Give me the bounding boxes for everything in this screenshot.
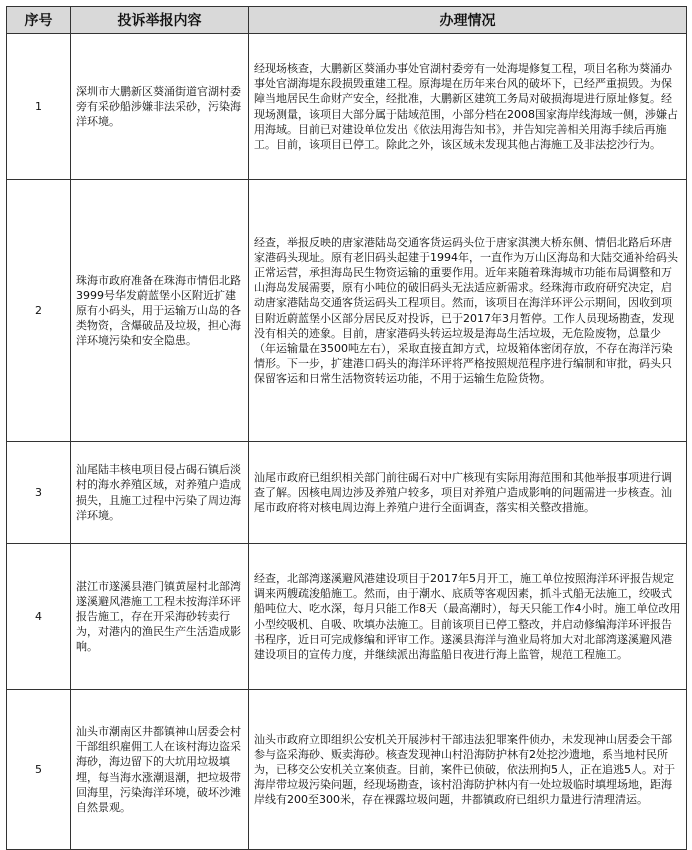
- row-handling-result: 经查，举报反映的唐家港陆岛交通客货运码头位于唐家淇澳大桥东侧、情侣北路后环唐家港码头现址。原有老旧码头起建于1994年，一直作为万山区海岛和大陆交通补给码头正常运营，承担海岛民生物资运输的重要作用。近年来随着珠海城市功能布局调整和万山海岛发展需要，原有小吨位的破旧码头无法适应新需求。经珠海市政府研究决定，启动唐家港陆岛交通客货运码头工程项目。然而，该项目在海洋环评公示期间，因收到项目附近蔚蓝堡小区部分居民反对投诉，已于2017年3月暂停。工作人员现场勘查，发现没有相关的迹象。目前，唐家港码头转运垃圾是海岛生活垃圾，无危险废物，总量少（年运输量在3500吨左右），采取直接直卸方式，垃圾箱体密闭存放，不存在海洋污染情形。下一步，扩建港口码头的海洋环评将严格按照规范程序进行编制和审批，码头只保留客运和日常生活物资转运功能，不用于运输生危险货物。: [249, 180, 687, 442]
- row-serial-number: 1: [7, 34, 71, 180]
- row-serial-number: 2: [7, 180, 71, 442]
- row-handling-result: 汕头市政府立即组织公安机关开展涉村干部违法犯罪案件侦办，未发现神山居委会干部参与盗采海砂、贩卖海砂。核查发现神山村沿海防护林有2处挖沙遗地，系当地村民所为，已移交公安机关立案侦查。目前，案件已侦破，依法刑拘5人，正在追逃5人。对于海岸带垃圾污染问题，经现场勘查，该村沿海防护林内有一处垃圾临时填埋场地，距海岸线有200至300米，存在裸露垃圾问题，井都镇政府已组织力量进行清理清运。: [249, 690, 687, 850]
- row-serial-number: 4: [7, 544, 71, 690]
- complaint-table-container: [6, 6, 686, 850]
- row-complaint-content: 深圳市大鹏新区葵涌街道官湖村委旁有采砂船涉嫌非法采砂，污染海洋环境。: [71, 34, 249, 180]
- row-serial-number: 5: [7, 690, 71, 850]
- row-handling-result: 经查，北部湾遂溪避风港建设项目于2017年5月开工，施工单位按照海洋环评报告规定调来两艘疏浚船施工。然而，由于潮水、底质等客观因素，抓斗式船无法施工，绞吸式船吨位大、吃水深，每月只能工作8天（最高潮时），每天只能工作4小时。施工单位改用小型绞吸机、自吸、吹填办法施工。目前该项目已停工整改，并启动修编海洋环评报告书程序，近日可完成修编和评审工作。遂溪县海洋与渔业局将加大对北部湾遂溪避风港建设项目的宣传力度，并继续派出海监船日夜进行海上监管，规范工程施工。: [249, 544, 687, 690]
- header-complaint-content: 投诉举报内容: [71, 7, 249, 34]
- row-complaint-content: 汕尾陆丰核电项目侵占碣石镇后淡村的海水养殖区域，对养殖户造成损失，且施工过程中污染了周边海洋环境。: [71, 442, 249, 544]
- row-handling-result: 经现场核查，大鹏新区葵涌办事处官湖村委旁有一处海堤修复工程，项目名称为葵涌办事处官湖海堤东段损毁重建工程。原海堤在历年来台风的破坏下，已经严重损毁。为保障当地居民生命财产安全，经批准，大鹏新区建筑工务局对破损海堤进行原址修复。经现场测量，该项目大部分属于陆域范围，小部分档在2008国家海岸线海域一侧，涉嫌占用海域。目前已对建设单位发出《依法用海告知书》，并告知完善相关用海手续后再施工。目前，该项目已停工。除此之外，该区域未发现其他占海施工及非法挖沙行为。: [249, 34, 687, 180]
- complaint-handling-table: [6, 6, 687, 850]
- table-row: [7, 442, 687, 544]
- table-row: [7, 544, 687, 690]
- table-row: [7, 180, 687, 442]
- table-header-row: [7, 7, 687, 34]
- row-complaint-content: 湛江市遂溪县港门镇黄屋村北部湾遂溪避风港施工工程未按海洋环评报告施工，存在开采海砂转卖行为，对港内的渔民生产生活造成影响。: [71, 544, 249, 690]
- row-complaint-content: 汕头市潮南区井都镇神山居委会村干部组织雇佣工人在该村海边盗采海砂，海边留下的大坑用垃圾填埋，每当海水涨潮退潮，把垃圾带回海里，污染海洋环境，破坏沙滩自然景观。: [71, 690, 249, 850]
- table-row: [7, 690, 687, 850]
- row-handling-result: 汕尾市政府已组织相关部门前往碣石对中广核现有实际用海范围和其他举报事项进行调查了解。因核电周边涉及养殖户较多，项目对养殖户造成影响的问题需进一步核查。汕尾市政府将对核电周边海上养殖户进行全面调查，落实相关整改措施。: [249, 442, 687, 544]
- header-serial-number: 序号: [7, 7, 71, 34]
- row-serial-number: 3: [7, 442, 71, 544]
- row-complaint-content: 珠海市政府准备在珠海市情侣北路3999号华发蔚蓝堡小区附近扩建原有小码头，用于运输万山岛的各类物资，含爆破品及垃圾，担心海洋环境污染和安全隐患。: [71, 180, 249, 442]
- header-handling-result: 办理情况: [249, 7, 687, 34]
- table-row: [7, 34, 687, 180]
